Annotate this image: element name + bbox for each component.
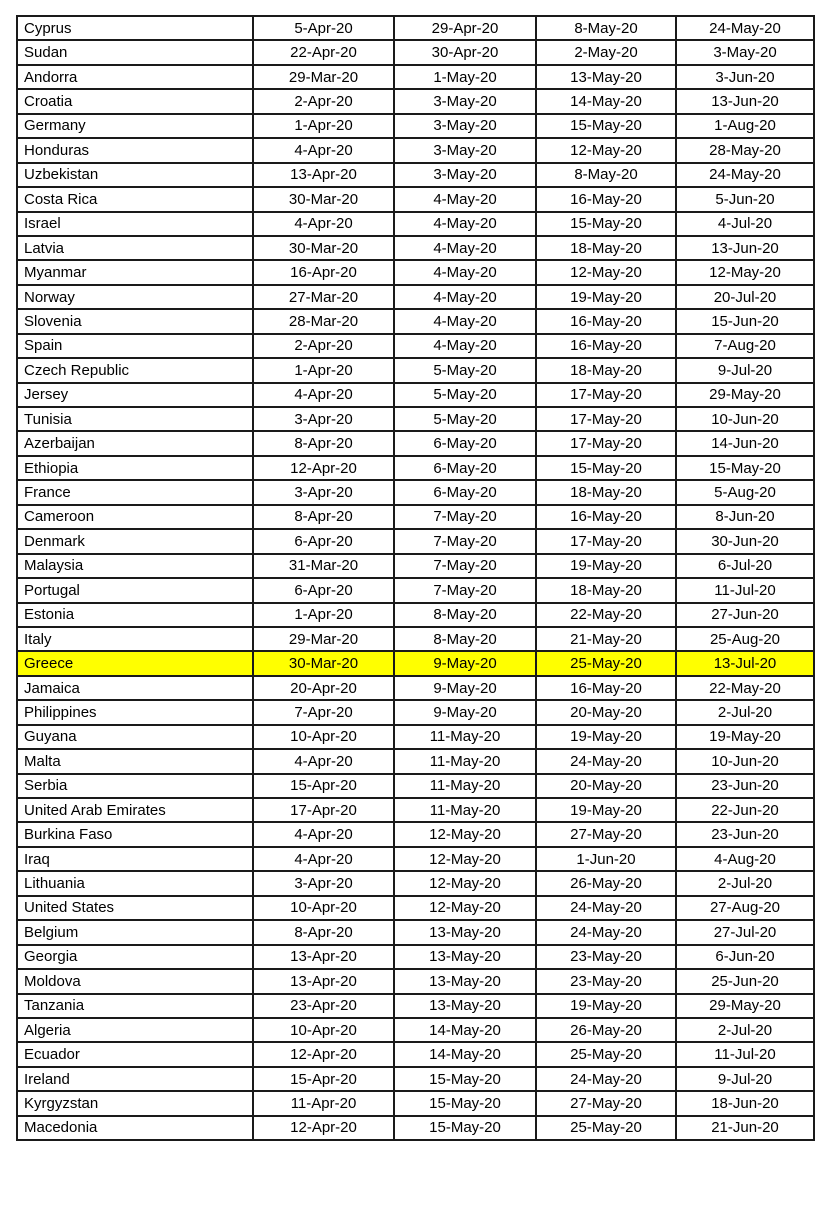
date-cell-3: 27-May-20 <box>536 1091 676 1115</box>
date-cell-3: 18-May-20 <box>536 236 676 260</box>
date-cell-4: 22-Jun-20 <box>676 798 814 822</box>
date-cell-1: 11-Apr-20 <box>253 1091 394 1115</box>
date-cell-2: 4-May-20 <box>394 187 536 211</box>
date-cell-4: 27-Jul-20 <box>676 920 814 944</box>
date-cell-4: 5-Aug-20 <box>676 480 814 504</box>
country-cell: Sudan <box>17 40 253 64</box>
table-row <box>17 529 814 553</box>
date-cell-1: 30-Mar-20 <box>253 187 394 211</box>
table-row <box>17 1042 814 1066</box>
table-row <box>17 456 814 480</box>
date-cell-2: 5-May-20 <box>394 383 536 407</box>
table-row <box>17 774 814 798</box>
date-cell-2: 14-May-20 <box>394 1018 536 1042</box>
date-cell-1: 8-Apr-20 <box>253 920 394 944</box>
country-cell: Georgia <box>17 945 253 969</box>
country-cell: Serbia <box>17 774 253 798</box>
date-cell-4: 22-May-20 <box>676 676 814 700</box>
date-cell-3: 20-May-20 <box>536 774 676 798</box>
date-cell-1: 4-Apr-20 <box>253 847 394 871</box>
country-cell: Latvia <box>17 236 253 260</box>
table-row <box>17 896 814 920</box>
date-cell-4: 4-Jul-20 <box>676 212 814 236</box>
date-cell-3: 16-May-20 <box>536 505 676 529</box>
date-cell-1: 4-Apr-20 <box>253 822 394 846</box>
date-cell-1: 12-Apr-20 <box>253 1042 394 1066</box>
country-cell: Denmark <box>17 529 253 553</box>
date-cell-1: 3-Apr-20 <box>253 871 394 895</box>
date-cell-1: 29-Mar-20 <box>253 65 394 89</box>
country-cell: Greece <box>17 651 253 675</box>
table-row <box>17 822 814 846</box>
table-row <box>17 603 814 627</box>
date-cell-1: 23-Apr-20 <box>253 994 394 1018</box>
table-row-highlighted <box>17 651 814 675</box>
table-row <box>17 1067 814 1091</box>
date-cell-4: 13-Jun-20 <box>676 89 814 113</box>
table-row <box>17 798 814 822</box>
country-cell: Cameroon <box>17 505 253 529</box>
country-cell: Tanzania <box>17 994 253 1018</box>
date-cell-4: 19-May-20 <box>676 725 814 749</box>
date-cell-4: 28-May-20 <box>676 138 814 162</box>
date-cell-3: 26-May-20 <box>536 871 676 895</box>
date-cell-1: 15-Apr-20 <box>253 774 394 798</box>
date-cell-3: 18-May-20 <box>536 480 676 504</box>
date-cell-1: 1-Apr-20 <box>253 114 394 138</box>
date-cell-2: 7-May-20 <box>394 505 536 529</box>
date-cell-3: 17-May-20 <box>536 407 676 431</box>
country-cell: Guyana <box>17 725 253 749</box>
table-row <box>17 871 814 895</box>
date-cell-4: 2-Jul-20 <box>676 1018 814 1042</box>
date-cell-3: 17-May-20 <box>536 383 676 407</box>
date-cell-2: 4-May-20 <box>394 236 536 260</box>
date-cell-3: 16-May-20 <box>536 187 676 211</box>
date-cell-4: 11-Jul-20 <box>676 1042 814 1066</box>
date-cell-2: 4-May-20 <box>394 334 536 358</box>
country-cell: Portugal <box>17 578 253 602</box>
table-row <box>17 40 814 64</box>
table-row <box>17 334 814 358</box>
date-cell-2: 3-May-20 <box>394 89 536 113</box>
date-cell-3: 24-May-20 <box>536 896 676 920</box>
date-cell-1: 30-Mar-20 <box>253 236 394 260</box>
date-cell-1: 2-Apr-20 <box>253 89 394 113</box>
date-cell-2: 3-May-20 <box>394 163 536 187</box>
date-cell-2: 15-May-20 <box>394 1091 536 1115</box>
country-cell: Burkina Faso <box>17 822 253 846</box>
date-cell-2: 8-May-20 <box>394 603 536 627</box>
date-cell-4: 6-Jun-20 <box>676 945 814 969</box>
date-cell-1: 15-Apr-20 <box>253 1067 394 1091</box>
country-cell: Ecuador <box>17 1042 253 1066</box>
date-cell-3: 18-May-20 <box>536 578 676 602</box>
table-row <box>17 236 814 260</box>
date-cell-3: 2-May-20 <box>536 40 676 64</box>
date-cell-4: 13-Jul-20 <box>676 651 814 675</box>
date-cell-4: 15-May-20 <box>676 456 814 480</box>
date-cell-1: 2-Apr-20 <box>253 334 394 358</box>
date-cell-1: 31-Mar-20 <box>253 554 394 578</box>
table-body <box>17 16 814 1140</box>
date-cell-4: 20-Jul-20 <box>676 285 814 309</box>
date-cell-1: 4-Apr-20 <box>253 383 394 407</box>
date-cell-3: 19-May-20 <box>536 798 676 822</box>
country-cell: Tunisia <box>17 407 253 431</box>
date-cell-3: 8-May-20 <box>536 163 676 187</box>
date-cell-4: 8-Jun-20 <box>676 505 814 529</box>
date-cell-4: 24-May-20 <box>676 16 814 40</box>
date-cell-3: 17-May-20 <box>536 529 676 553</box>
date-cell-3: 25-May-20 <box>536 651 676 675</box>
date-cell-2: 12-May-20 <box>394 871 536 895</box>
table-row <box>17 1091 814 1115</box>
country-cell: Azerbaijan <box>17 431 253 455</box>
date-cell-2: 13-May-20 <box>394 920 536 944</box>
date-cell-4: 24-May-20 <box>676 163 814 187</box>
date-cell-2: 4-May-20 <box>394 260 536 284</box>
date-cell-1: 5-Apr-20 <box>253 16 394 40</box>
date-cell-3: 14-May-20 <box>536 89 676 113</box>
date-cell-1: 4-Apr-20 <box>253 749 394 773</box>
date-cell-3: 16-May-20 <box>536 309 676 333</box>
table-row <box>17 505 814 529</box>
date-cell-3: 22-May-20 <box>536 603 676 627</box>
date-cell-4: 6-Jul-20 <box>676 554 814 578</box>
date-cell-1: 8-Apr-20 <box>253 505 394 529</box>
date-cell-3: 19-May-20 <box>536 554 676 578</box>
country-cell: Lithuania <box>17 871 253 895</box>
country-cell: Philippines <box>17 700 253 724</box>
date-cell-3: 26-May-20 <box>536 1018 676 1042</box>
country-cell: Algeria <box>17 1018 253 1042</box>
date-cell-4: 2-Jul-20 <box>676 700 814 724</box>
date-cell-3: 19-May-20 <box>536 994 676 1018</box>
table-row <box>17 1116 814 1140</box>
table-row <box>17 431 814 455</box>
table-row <box>17 358 814 382</box>
country-cell: Moldova <box>17 969 253 993</box>
table-row <box>17 65 814 89</box>
date-cell-3: 12-May-20 <box>536 260 676 284</box>
country-cell: Iraq <box>17 847 253 871</box>
country-cell: Kyrgyzstan <box>17 1091 253 1115</box>
date-cell-1: 10-Apr-20 <box>253 725 394 749</box>
table-row <box>17 554 814 578</box>
table-row <box>17 383 814 407</box>
date-cell-2: 11-May-20 <box>394 749 536 773</box>
country-cell: Ethiopia <box>17 456 253 480</box>
date-cell-1: 13-Apr-20 <box>253 945 394 969</box>
country-cell: Honduras <box>17 138 253 162</box>
date-cell-3: 24-May-20 <box>536 920 676 944</box>
country-dates-table <box>16 15 815 1141</box>
table-row <box>17 1018 814 1042</box>
table-row <box>17 163 814 187</box>
date-cell-4: 29-May-20 <box>676 994 814 1018</box>
date-cell-2: 12-May-20 <box>394 896 536 920</box>
date-cell-4: 4-Aug-20 <box>676 847 814 871</box>
date-cell-3: 23-May-20 <box>536 945 676 969</box>
date-cell-4: 18-Jun-20 <box>676 1091 814 1115</box>
date-cell-1: 4-Apr-20 <box>253 212 394 236</box>
table-row <box>17 920 814 944</box>
date-cell-1: 12-Apr-20 <box>253 1116 394 1140</box>
date-cell-4: 9-Jul-20 <box>676 358 814 382</box>
country-cell: Malta <box>17 749 253 773</box>
table-row <box>17 114 814 138</box>
country-cell: Andorra <box>17 65 253 89</box>
table-row <box>17 480 814 504</box>
table-row <box>17 138 814 162</box>
date-cell-3: 24-May-20 <box>536 1067 676 1091</box>
date-cell-1: 3-Apr-20 <box>253 480 394 504</box>
date-cell-2: 15-May-20 <box>394 1067 536 1091</box>
country-cell: France <box>17 480 253 504</box>
date-cell-2: 4-May-20 <box>394 309 536 333</box>
table-row <box>17 187 814 211</box>
date-cell-1: 6-Apr-20 <box>253 578 394 602</box>
date-cell-2: 29-Apr-20 <box>394 16 536 40</box>
country-cell: Estonia <box>17 603 253 627</box>
country-cell: Myanmar <box>17 260 253 284</box>
date-cell-3: 19-May-20 <box>536 285 676 309</box>
country-cell: Germany <box>17 114 253 138</box>
table-row <box>17 994 814 1018</box>
date-cell-3: 12-May-20 <box>536 138 676 162</box>
date-cell-3: 27-May-20 <box>536 822 676 846</box>
date-cell-4: 12-May-20 <box>676 260 814 284</box>
date-cell-1: 1-Apr-20 <box>253 358 394 382</box>
country-cell: Cyprus <box>17 16 253 40</box>
date-cell-3: 15-May-20 <box>536 456 676 480</box>
date-cell-4: 10-Jun-20 <box>676 407 814 431</box>
country-cell: Israel <box>17 212 253 236</box>
date-cell-3: 19-May-20 <box>536 725 676 749</box>
date-cell-1: 20-Apr-20 <box>253 676 394 700</box>
date-cell-2: 12-May-20 <box>394 847 536 871</box>
date-cell-2: 7-May-20 <box>394 578 536 602</box>
date-cell-3: 13-May-20 <box>536 65 676 89</box>
table-row <box>17 260 814 284</box>
date-cell-1: 17-Apr-20 <box>253 798 394 822</box>
table-row <box>17 627 814 651</box>
date-cell-4: 2-Jul-20 <box>676 871 814 895</box>
date-cell-1: 6-Apr-20 <box>253 529 394 553</box>
country-cell: United Arab Emirates <box>17 798 253 822</box>
date-cell-2: 9-May-20 <box>394 676 536 700</box>
date-cell-4: 3-Jun-20 <box>676 65 814 89</box>
table-row <box>17 212 814 236</box>
date-cell-3: 15-May-20 <box>536 114 676 138</box>
date-cell-1: 27-Mar-20 <box>253 285 394 309</box>
date-cell-4: 9-Jul-20 <box>676 1067 814 1091</box>
country-cell: Jersey <box>17 383 253 407</box>
date-cell-3: 25-May-20 <box>536 1042 676 1066</box>
date-cell-2: 6-May-20 <box>394 431 536 455</box>
country-cell: Czech Republic <box>17 358 253 382</box>
date-cell-3: 21-May-20 <box>536 627 676 651</box>
date-cell-4: 11-Jul-20 <box>676 578 814 602</box>
date-cell-3: 15-May-20 <box>536 212 676 236</box>
country-cell: Costa Rica <box>17 187 253 211</box>
date-cell-3: 16-May-20 <box>536 676 676 700</box>
country-cell: Belgium <box>17 920 253 944</box>
date-cell-1: 1-Apr-20 <box>253 603 394 627</box>
date-cell-2: 6-May-20 <box>394 480 536 504</box>
date-cell-2: 11-May-20 <box>394 798 536 822</box>
date-cell-2: 7-May-20 <box>394 554 536 578</box>
table-row <box>17 578 814 602</box>
date-cell-1: 28-Mar-20 <box>253 309 394 333</box>
date-cell-1: 10-Apr-20 <box>253 896 394 920</box>
date-cell-1: 16-Apr-20 <box>253 260 394 284</box>
date-cell-3: 24-May-20 <box>536 749 676 773</box>
date-cell-3: 16-May-20 <box>536 334 676 358</box>
date-cell-1: 13-Apr-20 <box>253 969 394 993</box>
date-cell-4: 30-Jun-20 <box>676 529 814 553</box>
date-cell-2: 12-May-20 <box>394 822 536 846</box>
table-row <box>17 847 814 871</box>
date-cell-2: 3-May-20 <box>394 138 536 162</box>
date-cell-4: 7-Aug-20 <box>676 334 814 358</box>
country-cell: United States <box>17 896 253 920</box>
table-row <box>17 749 814 773</box>
country-cell: Norway <box>17 285 253 309</box>
date-cell-3: 8-May-20 <box>536 16 676 40</box>
date-cell-4: 23-Jun-20 <box>676 774 814 798</box>
table-row <box>17 16 814 40</box>
country-cell: Italy <box>17 627 253 651</box>
date-cell-2: 6-May-20 <box>394 456 536 480</box>
country-cell: Macedonia <box>17 1116 253 1140</box>
date-cell-4: 27-Jun-20 <box>676 603 814 627</box>
date-cell-2: 3-May-20 <box>394 114 536 138</box>
date-cell-1: 30-Mar-20 <box>253 651 394 675</box>
date-cell-1: 10-Apr-20 <box>253 1018 394 1042</box>
date-cell-2: 9-May-20 <box>394 651 536 675</box>
date-cell-4: 25-Jun-20 <box>676 969 814 993</box>
date-cell-2: 11-May-20 <box>394 774 536 798</box>
date-cell-1: 12-Apr-20 <box>253 456 394 480</box>
date-cell-3: 23-May-20 <box>536 969 676 993</box>
date-cell-1: 22-Apr-20 <box>253 40 394 64</box>
table-row <box>17 969 814 993</box>
country-cell: Ireland <box>17 1067 253 1091</box>
date-cell-4: 25-Aug-20 <box>676 627 814 651</box>
date-cell-2: 30-Apr-20 <box>394 40 536 64</box>
date-cell-4: 27-Aug-20 <box>676 896 814 920</box>
date-cell-4: 5-Jun-20 <box>676 187 814 211</box>
date-cell-2: 4-May-20 <box>394 212 536 236</box>
date-cell-1: 7-Apr-20 <box>253 700 394 724</box>
date-cell-2: 13-May-20 <box>394 994 536 1018</box>
date-cell-3: 17-May-20 <box>536 431 676 455</box>
date-cell-4: 14-Jun-20 <box>676 431 814 455</box>
table-row <box>17 700 814 724</box>
date-cell-2: 1-May-20 <box>394 65 536 89</box>
date-cell-2: 5-May-20 <box>394 358 536 382</box>
date-cell-4: 3-May-20 <box>676 40 814 64</box>
date-cell-1: 8-Apr-20 <box>253 431 394 455</box>
table-row <box>17 407 814 431</box>
date-cell-4: 1-Aug-20 <box>676 114 814 138</box>
country-cell: Slovenia <box>17 309 253 333</box>
date-cell-2: 5-May-20 <box>394 407 536 431</box>
country-cell: Croatia <box>17 89 253 113</box>
date-cell-4: 10-Jun-20 <box>676 749 814 773</box>
date-cell-1: 4-Apr-20 <box>253 138 394 162</box>
country-cell: Jamaica <box>17 676 253 700</box>
country-cell: Malaysia <box>17 554 253 578</box>
date-cell-4: 15-Jun-20 <box>676 309 814 333</box>
table-row <box>17 945 814 969</box>
date-cell-2: 4-May-20 <box>394 285 536 309</box>
date-cell-2: 15-May-20 <box>394 1116 536 1140</box>
date-cell-3: 18-May-20 <box>536 358 676 382</box>
date-cell-4: 21-Jun-20 <box>676 1116 814 1140</box>
date-cell-3: 20-May-20 <box>536 700 676 724</box>
date-cell-1: 29-Mar-20 <box>253 627 394 651</box>
table-row <box>17 309 814 333</box>
table-row <box>17 725 814 749</box>
country-cell: Spain <box>17 334 253 358</box>
date-cell-2: 7-May-20 <box>394 529 536 553</box>
date-cell-4: 13-Jun-20 <box>676 236 814 260</box>
date-cell-2: 8-May-20 <box>394 627 536 651</box>
date-cell-2: 14-May-20 <box>394 1042 536 1066</box>
date-cell-3: 1-Jun-20 <box>536 847 676 871</box>
date-cell-2: 13-May-20 <box>394 969 536 993</box>
date-cell-4: 23-Jun-20 <box>676 822 814 846</box>
date-cell-2: 13-May-20 <box>394 945 536 969</box>
date-cell-1: 3-Apr-20 <box>253 407 394 431</box>
date-cell-4: 29-May-20 <box>676 383 814 407</box>
table-row <box>17 89 814 113</box>
date-cell-2: 11-May-20 <box>394 725 536 749</box>
date-cell-2: 9-May-20 <box>394 700 536 724</box>
country-cell: Uzbekistan <box>17 163 253 187</box>
date-cell-3: 25-May-20 <box>536 1116 676 1140</box>
table-row <box>17 676 814 700</box>
date-cell-1: 13-Apr-20 <box>253 163 394 187</box>
table-row <box>17 285 814 309</box>
